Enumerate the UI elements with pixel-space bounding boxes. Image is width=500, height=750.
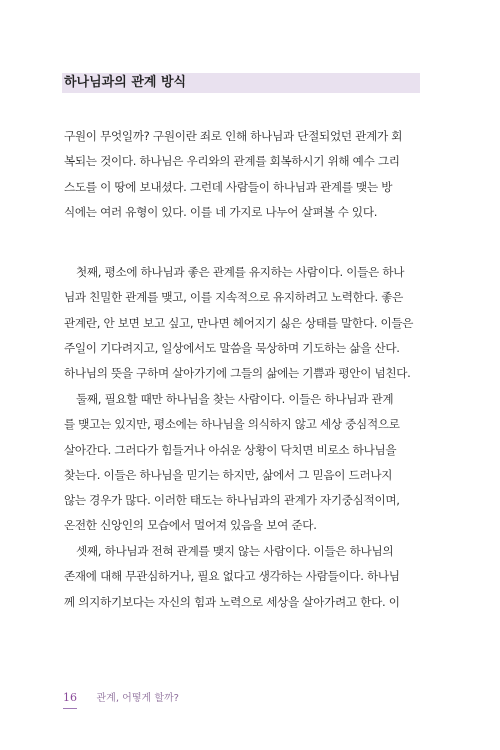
text-line: 스도를 이 땅에 보내셨다. 그런데 사람들이 하나님과 관계를 맺는 방 (64, 179, 393, 194)
text-line: 관계란, 안 보면 보고 싶고, 만나면 헤어지기 싫은 상태를 말한다. 이들은 (64, 315, 414, 330)
text-line: 둘째, 필요할 때만 하나님을 찾는 사람이다. 이들은 하나님과 관계 (76, 392, 394, 406)
page-number: 16 (63, 690, 77, 709)
text-line: 를 맺고는 있지만, 평소에는 하나님을 의식하지 않고 세상 중심적으로 (64, 417, 400, 432)
text-line: 첫째, 평소에 하나님과 좋은 관계를 유지하는 사람이다. 이들은 하나 (76, 265, 405, 279)
section-title: 하나님과의 관계 방식 (62, 73, 420, 93)
text-line: 구원이 무엇일까? 구원이란 죄로 인해 하나님과 단절되었던 관계가 회 (64, 129, 403, 143)
text-line: 주일이 기다려지고, 일상에서도 말씀을 묵상하며 기도하는 삶을 산다. (64, 340, 400, 355)
text-line: 살아간다. 그러다가 힘들거나 아쉬운 상황이 닥치면 비로소 하나님을 (64, 442, 397, 457)
page-footer (63, 690, 179, 706)
text-line: 님과 친밀한 관계를 맺고, 이를 지속적으로 유지하려고 노력한다. 좋은 (64, 290, 404, 305)
text-line: 복되는 것이다. 하나님은 우리와의 관계를 회복하시기 위해 예수 그리 (64, 154, 400, 169)
paragraph-second-type (64, 387, 422, 539)
text-line: 않는 경우가 많다. 이러한 태도는 하나님과의 관계가 자기중심적이며, (64, 493, 400, 508)
paragraph-intro (64, 124, 422, 225)
paragraph-first-type (64, 260, 422, 386)
text-line: 셋째, 하나님과 전혀 관계를 맺지 않는 사람이다. 이들은 하나님의 (76, 544, 394, 558)
text-line: 찾는다. 이들은 하나님을 믿기는 하지만, 삶에서 그 믿음이 드러나지 (64, 467, 393, 482)
text-line: 하나님의 뜻을 구하며 살아가기에 그들의 삶에는 기쁨과 평안이 넘친다. (64, 366, 411, 381)
text-line: 온전한 신앙인의 모습에서 멀어져 있음을 보여 준다. (64, 518, 317, 533)
text-line: 식에는 여러 유형이 있다. 이를 네 가지로 나누어 살펴볼 수 있다. (64, 204, 378, 219)
running-title: 관계, 어떻게 할까? (96, 693, 179, 704)
paragraph-third-type (64, 539, 422, 615)
text-line: 존재에 대해 무관심하거나, 필요 없다고 생각하는 사람들이다. 하나님 (64, 569, 400, 584)
text-line: 께 의지하기보다는 자신의 힘과 노력으로 세상을 살아가려고 한다. 이 (64, 594, 400, 609)
